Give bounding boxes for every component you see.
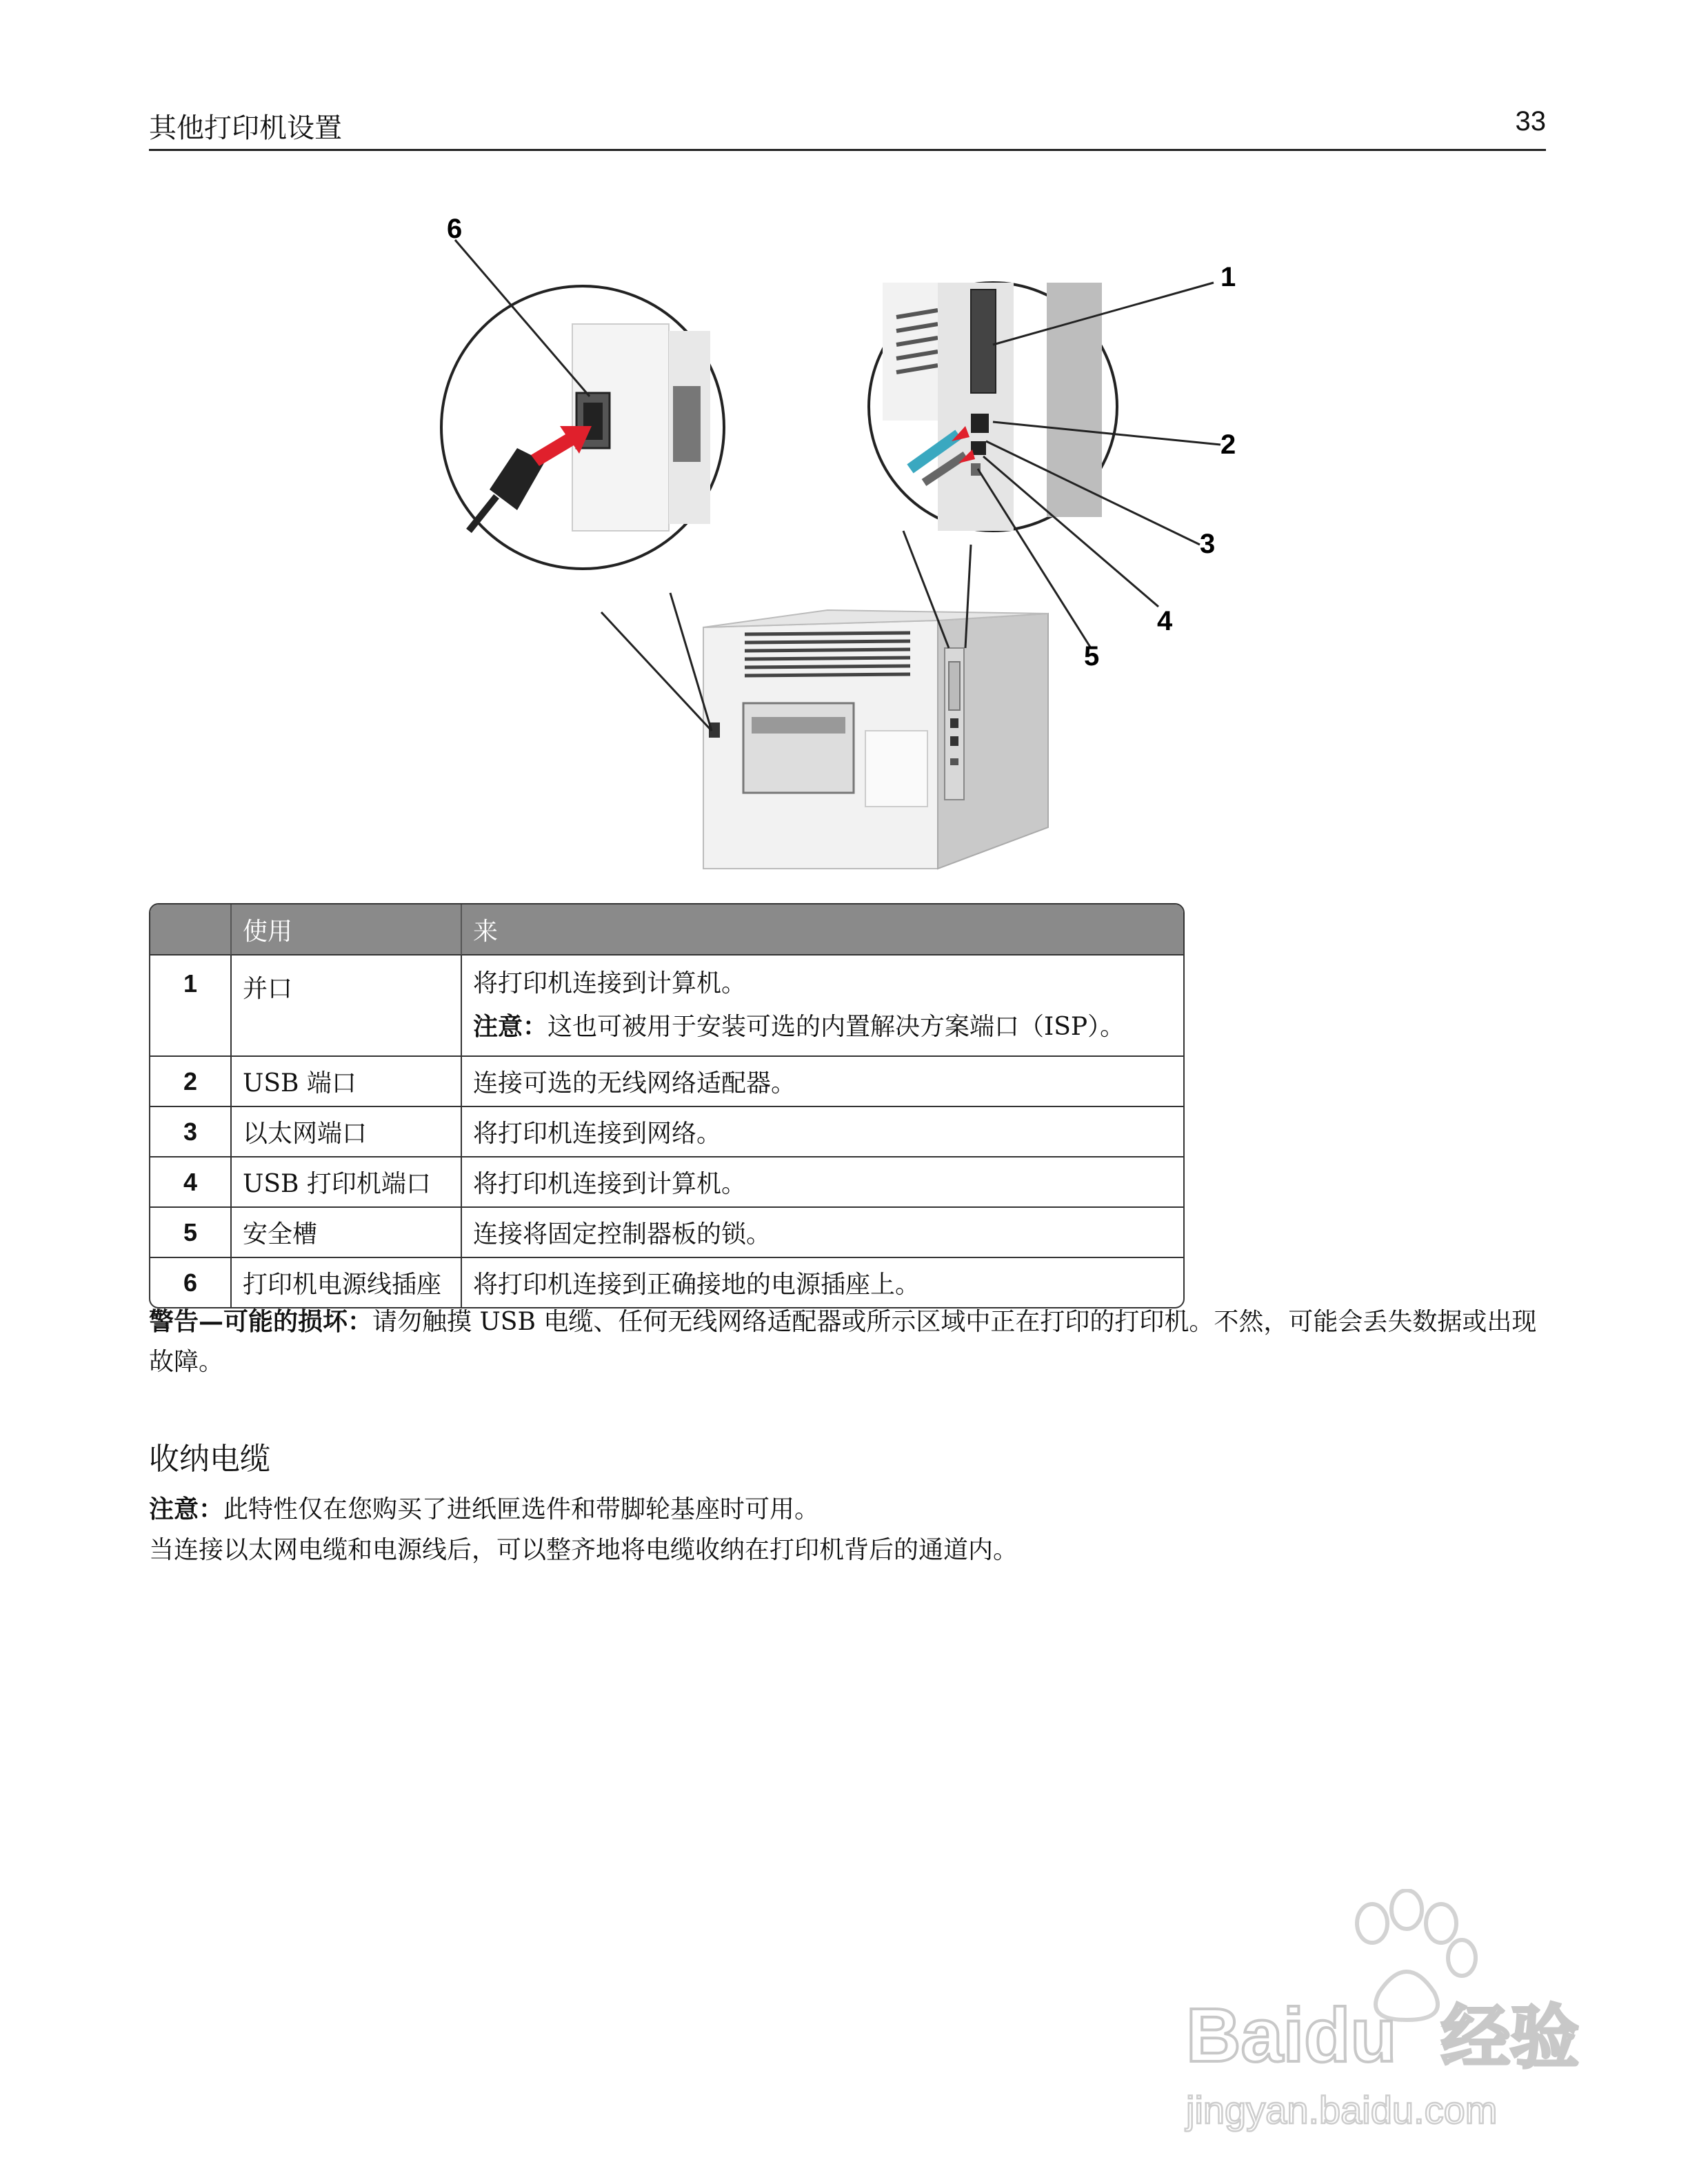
callout-1: 1	[1220, 262, 1236, 292]
row-desc	[461, 956, 1183, 1057]
row-desc: 连接可选的无线网络适配器。	[461, 1057, 1183, 1107]
row-use: 并口	[230, 956, 461, 1057]
callout-4: 4	[1157, 606, 1173, 636]
table-row	[150, 956, 1183, 1057]
warning-text: 请勿触摸 USB 电缆、任何无线网络适配器或所示区域中正在打印的打印机。不然，可能会丢失数据或出现故障。	[149, 1308, 1537, 1376]
row-number: 4	[150, 1157, 230, 1208]
row-use: 安全槽	[230, 1208, 461, 1258]
row-desc: 将打印机连接到正确接地的电源插座上。	[461, 1258, 1183, 1307]
table-row	[150, 1057, 1183, 1107]
row-use: USB 打印机端口	[230, 1157, 461, 1208]
table-header-desc: 来	[461, 904, 1183, 956]
callout-3: 3	[1200, 529, 1216, 559]
table-row	[150, 1258, 1183, 1307]
header-title: 其他打印机设置	[149, 112, 342, 144]
row-number: 1	[150, 956, 230, 1057]
printer-body	[703, 610, 1048, 869]
row-desc: 将打印机连接到计算机。	[461, 1157, 1183, 1208]
ports-table	[149, 903, 1185, 1308]
callout-6: 6	[447, 214, 463, 244]
table-row	[150, 1208, 1183, 1258]
row-desc: 将打印机连接到网络。	[461, 1107, 1183, 1157]
printer-ports-figure	[414, 207, 1241, 882]
table-header-num	[150, 904, 230, 956]
section-note-label: 注意：	[149, 1495, 224, 1524]
table-header-use: 使用	[230, 904, 461, 956]
row-desc-text: 将打印机连接到计算机。	[473, 969, 747, 998]
row-use: 以太网端口	[230, 1107, 461, 1157]
row-use: 打印机电源线插座	[230, 1258, 461, 1307]
row-desc: 连接将固定控制器板的锁。	[461, 1208, 1183, 1258]
power-socket-zoom	[441, 286, 724, 731]
row-use: USB 端口	[230, 1057, 461, 1107]
watermark-brand-cn: 经验	[1441, 1997, 1579, 2078]
row-number: 3	[150, 1107, 230, 1157]
note-label: 注意：	[473, 1012, 548, 1041]
table-row	[150, 1107, 1183, 1157]
warning-label: 警告—可能的损坏：	[149, 1307, 373, 1336]
row-number: 2	[150, 1057, 230, 1107]
watermark-url: jingyan.baidu.com	[1186, 2088, 1498, 2132]
table-header-row	[150, 904, 1183, 956]
row-number: 6	[183, 1268, 198, 1297]
callout-2: 2	[1220, 429, 1236, 460]
callout-5: 5	[1084, 641, 1100, 671]
row-note	[473, 1005, 1172, 1049]
warning-paragraph	[149, 1302, 1549, 1382]
watermark-brand: Baidu	[1186, 1993, 1397, 2078]
baidu-watermark	[1172, 1889, 1600, 2137]
section-note-text: 此特性仅在您购买了进纸匣选件和带脚轮基座时可用。	[223, 1495, 820, 1524]
page-header	[149, 103, 1546, 151]
row-number: 5	[150, 1208, 230, 1258]
printer-illustration	[414, 207, 1241, 882]
table-row	[150, 1157, 1183, 1208]
section-note	[149, 1489, 1549, 1530]
page-number: 33	[1515, 106, 1546, 136]
section-body: 当连接以太网电缆和电源线后，可以整齐地将电缆收纳在打印机背后的通道内。	[149, 1536, 1018, 1564]
baidu-paw-logo	[1172, 1889, 1600, 2137]
section-heading: 收纳电缆	[149, 1442, 270, 1477]
note-text: 这也可被用于安装可选的内置解决方案端口（ISP）。	[547, 1013, 1125, 1041]
